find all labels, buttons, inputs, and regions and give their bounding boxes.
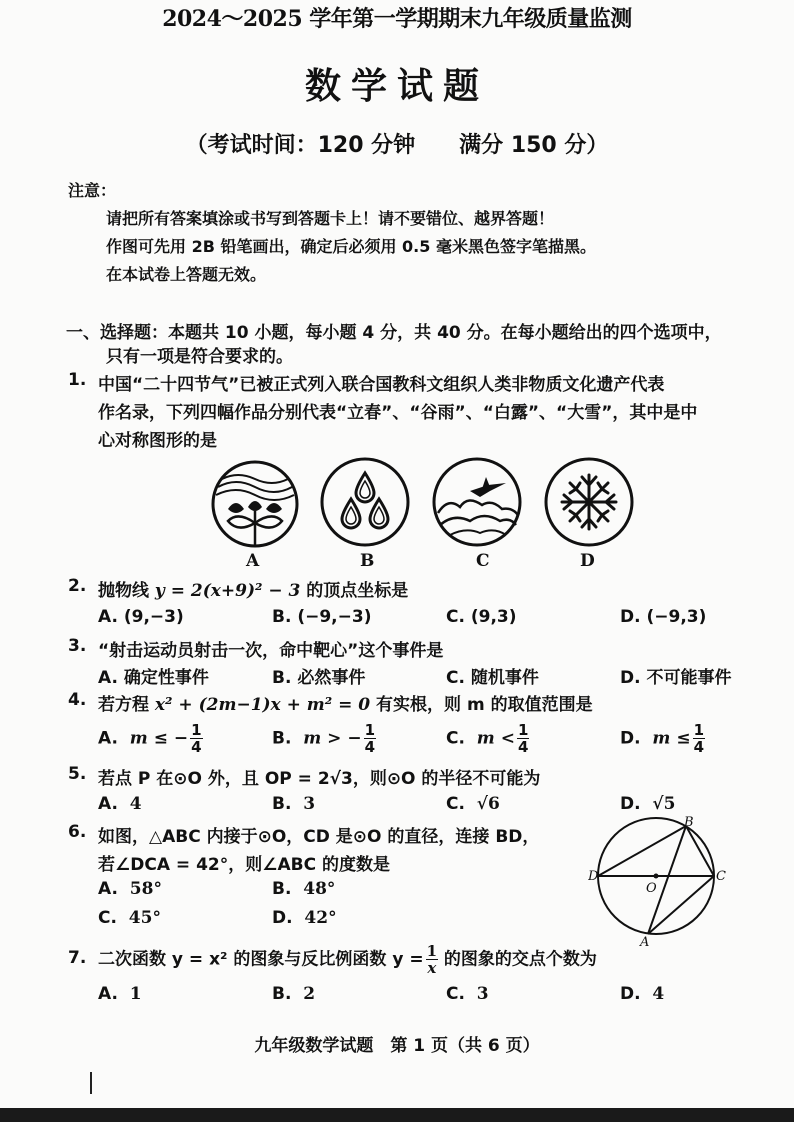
question-number: 5. <box>68 764 87 784</box>
figure-label-c: C <box>476 551 490 571</box>
exam-header-title: 2024～2025 学年第一学期期末九年级质量监测 <box>162 6 632 32</box>
question-stem: 二次函数 y = x² 的图象与反比例函数 y = $\frac{1}{x}$ 的图象的交点个数为 <box>98 942 597 977</box>
notice-label: 注意： <box>68 181 117 200</box>
option-c: C. m < $\frac{1}{4}$ <box>446 721 529 756</box>
point-label-d: D <box>588 869 599 884</box>
question-number: 7. <box>68 948 87 968</box>
notice-item: 在本试卷上答题无效。 <box>106 265 267 284</box>
option-d: D. 42° <box>272 908 337 928</box>
question-stem: 心对称图形的是 <box>98 431 217 451</box>
option-d: D. 4 <box>620 984 665 1004</box>
option-c: C. (9,3) <box>446 607 517 627</box>
page-footer: 九年级数学试题 第 1 页（共 6 页） <box>254 1036 540 1056</box>
subject-title: 数学试题 <box>304 65 489 107</box>
option-a: A. 确定性事件 <box>98 668 209 688</box>
scan-mark <box>90 1072 92 1094</box>
notice-item: 请把所有答案填涂或书写到答题卡上！请不要错位、越界答题！ <box>106 209 555 228</box>
point-label-a: A <box>640 935 650 948</box>
question-stem: 若方程 x² + (2m−1)x + m² = 0 有实根，则 m 的取值范围是 <box>98 695 593 715</box>
question-number: 1. <box>68 370 87 390</box>
option-a: A. 58° <box>98 879 162 899</box>
section-heading-cont: 只有一项是符合要求的。 <box>106 347 293 367</box>
option-d: D. m ≤ $\frac{1}{4}$ <box>620 721 705 756</box>
question-number: 4. <box>68 690 87 710</box>
figure-label-a: A <box>246 551 260 571</box>
question-number: 2. <box>68 576 87 596</box>
figure-label-d: D <box>580 551 595 571</box>
notice-item: 作图可先用 2B 铅笔画出，确定后必须用 0.5 毫米黑色签字笔描黑。 <box>106 237 596 256</box>
figure-a-spring-icon <box>208 459 302 549</box>
option-b: B. (−9,−3) <box>272 607 372 627</box>
option-b: B. m > − $\frac{1}{4}$ <box>272 721 376 756</box>
question-stem: “射击运动员射击一次，命中靶心”这个事件是 <box>98 641 444 661</box>
point-label-c: C <box>716 869 726 884</box>
circle-geometry-figure <box>588 816 728 948</box>
question-stem: 若∠DCA = 42°，则∠ABC 的度数是 <box>98 855 390 875</box>
option-a: A. 4 <box>98 794 142 814</box>
scan-bottom-edge <box>0 1108 794 1122</box>
option-c: C. √6 <box>446 794 500 814</box>
exam-info: （考试时间：120 分钟 满分 150 分） <box>185 133 609 158</box>
option-b: B. 2 <box>272 984 316 1004</box>
question-number: 6. <box>68 822 87 842</box>
option-c: C. 45° <box>98 908 161 928</box>
figure-label-b: B <box>360 551 375 571</box>
section-heading: 一、选择题：本题共 10 小题，每小题 4 分，共 40 分。在每小题给出的四个选项中， <box>66 323 722 343</box>
option-d: D. 不可能事件 <box>620 668 732 688</box>
question-stem: 若点 P 在⊙O 外，且 OP = 2√3，则⊙O 的半径不可能为 <box>98 769 541 789</box>
option-b: B. 必然事件 <box>272 668 366 688</box>
question-stem: 抛物线 y = 2(x+9)² − 3 的顶点坐标是 <box>98 581 409 601</box>
point-label-o: O <box>646 881 657 896</box>
option-a: A. (9,−3) <box>98 607 184 627</box>
option-c: C. 3 <box>446 984 489 1004</box>
question-stem: 如图，△ABC 内接于⊙O，CD 是⊙O 的直径，连接 BD， <box>98 827 540 847</box>
question-stem: 作名录，下列四幅作品分别代表“立春”、“谷雨”、“白露”、“大雪”，其中是中 <box>98 403 698 423</box>
figure-d-snowflake-icon <box>542 455 636 549</box>
option-d: D. √5 <box>620 794 676 814</box>
figure-c-bird-clouds-icon <box>430 455 524 549</box>
question-number: 3. <box>68 636 87 656</box>
option-a: A. m ≤ − $\frac{1}{4}$ <box>98 721 202 756</box>
figure-b-raindrops-icon <box>318 455 412 549</box>
option-a: A. 1 <box>98 984 142 1004</box>
point-label-b: B <box>684 816 694 830</box>
option-d: D. (−9,3) <box>620 607 707 627</box>
option-c: C. 随机事件 <box>446 668 539 688</box>
option-b: B. 3 <box>272 794 316 814</box>
option-b: B. 48° <box>272 879 336 899</box>
question-stem: 中国“二十四节气”已被正式列入联合国教科文组织人类非物质文化遗产代表 <box>98 375 665 395</box>
